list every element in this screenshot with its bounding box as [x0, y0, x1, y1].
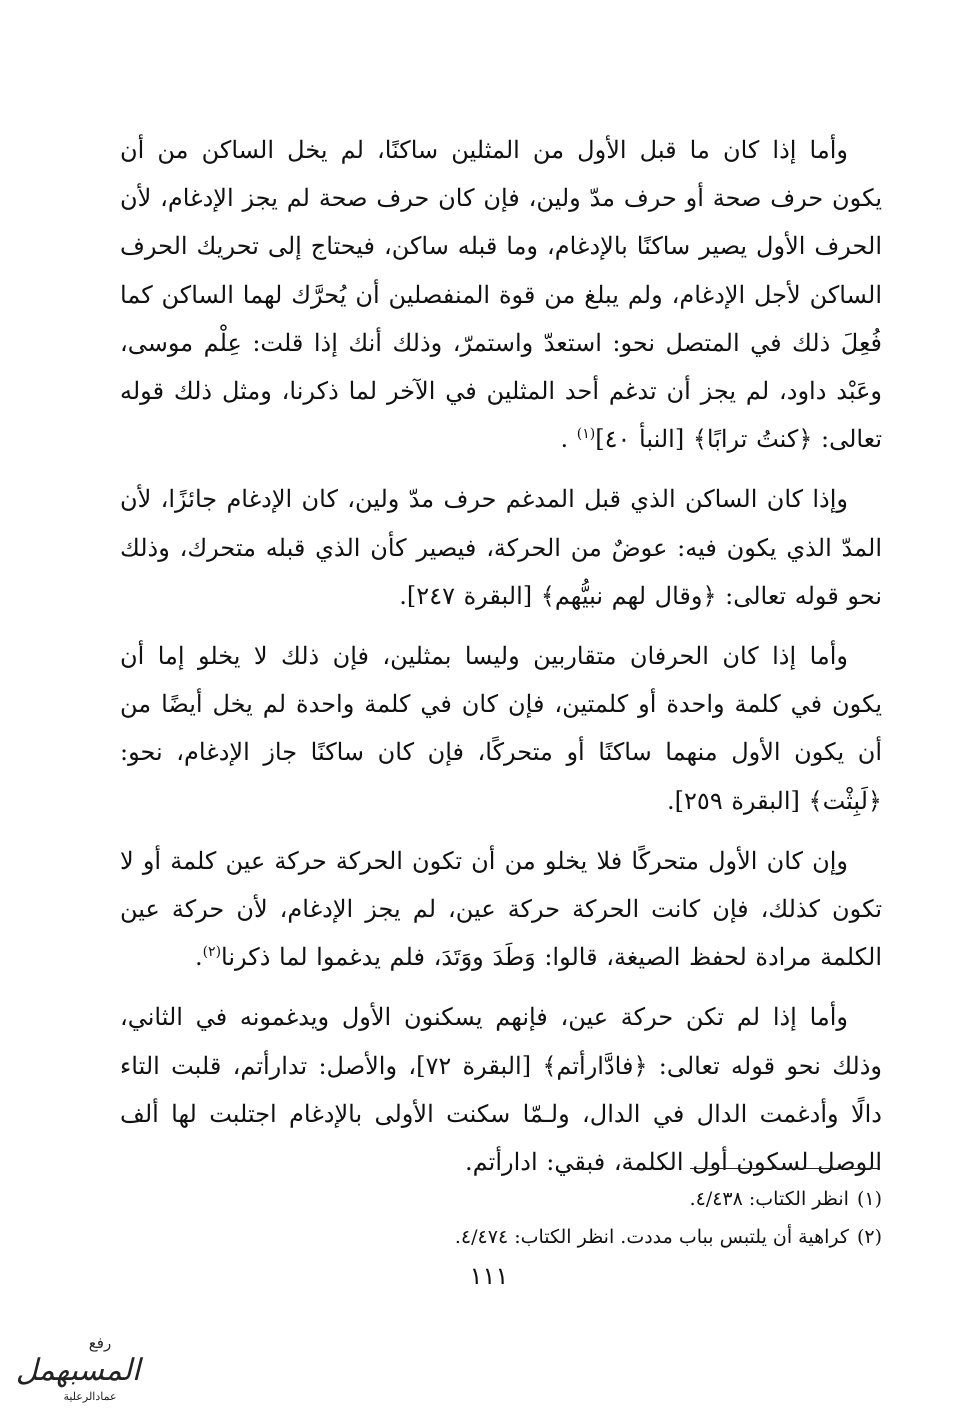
footnote-reference: (٢) [202, 944, 222, 961]
paragraph [120, 837, 882, 982]
footnote [120, 1180, 882, 1218]
paragraph-text: وأما إذا كان ما قبل الأول من المثلين ساكنًا، لم يخل الساكن من أن يكون حرف صحة أو حرف مدّ ولين، فإن كان حرف صحة لم يجز الإدغام، لأن الحرف الأول يصير ساكنًا بالإدغام، وما قبله ساكن، فيحتاج إلى تحريك الحرف الساكن لأجل الإدغام، ولم يبلغ من قوة المنفصلين أن يُحرَّك لهما الساكن كما فُعِلَ ذلك في المتصل نحو: استعدّ واستمرّ، وذلك أنك إذا قلت: عِلْم موسى، وعَبْد داود، لم يجز أن تدغم أحد المثلين في الآخر لما ذكرنا، ومثل ذلك قوله تعالى: ﴿كنتُ ترابًا﴾ [النبأ ٤٠] [120, 136, 882, 454]
footnote-reference: (١) [576, 426, 596, 443]
stamp-line-1: رفع [88, 1334, 112, 1352]
paragraph-tail: . [560, 425, 577, 454]
footnote-number: (١) [856, 1188, 882, 1210]
paragraph-text: وإذا كان الساكن الذي قبل المدغم حرف مدّ ولين، كان الإدغام جائزًا، لأن المدّ الذي يكون فيه: عوضٌ من الحركة، فيصير كأن الذي قبله متحرك، وذلك نحو قوله تعالى: ﴿وقال لهم نبيُّهم﴾ [البقرة ٢٤٧]. [120, 485, 882, 610]
footnotes [120, 1180, 882, 1256]
footnote-text: انظر الكتاب: ٤/٤٣٨. [689, 1188, 849, 1210]
footnote [120, 1218, 882, 1256]
footnote-separator [690, 1168, 880, 1169]
calligraphy-stamp-icon [8, 1328, 148, 1410]
page-number: ١١١ [469, 1262, 509, 1290]
stamp-line-3: عمادالرعلية [63, 1390, 117, 1403]
footnote-number: (٢) [856, 1226, 882, 1248]
paragraph-tail: . [194, 943, 203, 972]
stamp-line-2: المسبهمل [15, 1353, 141, 1388]
paragraph [120, 475, 882, 620]
paragraph-text: وإن كان الأول متحركًا فلا يخلو من أن تكون الحركة حركة عين كلمة أو لا تكون كذلك، فإن كانت الحركة حركة عين، لم يجز الإدغام، لأن حركة عين الكلمة مرادة لحفظ الصيغة، قالوا: وَطَدَ ووَتَدَ، فلم يدغموا لما ذكرنا [120, 846, 882, 972]
paragraph [120, 993, 882, 1186]
paragraph-text: وأما إذا لم تكن حركة عين، فإنهم يسكنون الأول ويدغمونه في الثاني، وذلك نحو قوله تعالى: ﴿فادَّارأتم﴾ [البقرة ٧٢]، والأصل: تدارأتم، قلبت التاء دالًا وأدغمت الدال في الدال، ولـمّا سكنت الأولى بالإدغام اجتلبت لها ألف الوصل لسكون أول الكلمة، فبقي: ادارأتم. [120, 1003, 883, 1177]
paragraph [120, 632, 882, 825]
footnote-text: كراهية أن يلتبس بباب مددت. انظر الكتاب: ٤/٤٧٤. [454, 1226, 849, 1248]
paragraph-text: وأما إذا كان الحرفان متقاربين وليسا بمثلين، فإن ذلك لا يخلو إما أن يكون في كلمة واحدة أو كلمتين، فإن كان في كلمة واحدة لم يخل أيضًا من أن يكون الأول منهما ساكنًا أو متحركًا، فإن كان ساكنًا جاز الإدغام، نحو: ﴿لَبِثْت﴾ [البقرة ٢٥٩]. [120, 642, 882, 815]
main-text [120, 126, 882, 1186]
paragraph [120, 126, 882, 463]
